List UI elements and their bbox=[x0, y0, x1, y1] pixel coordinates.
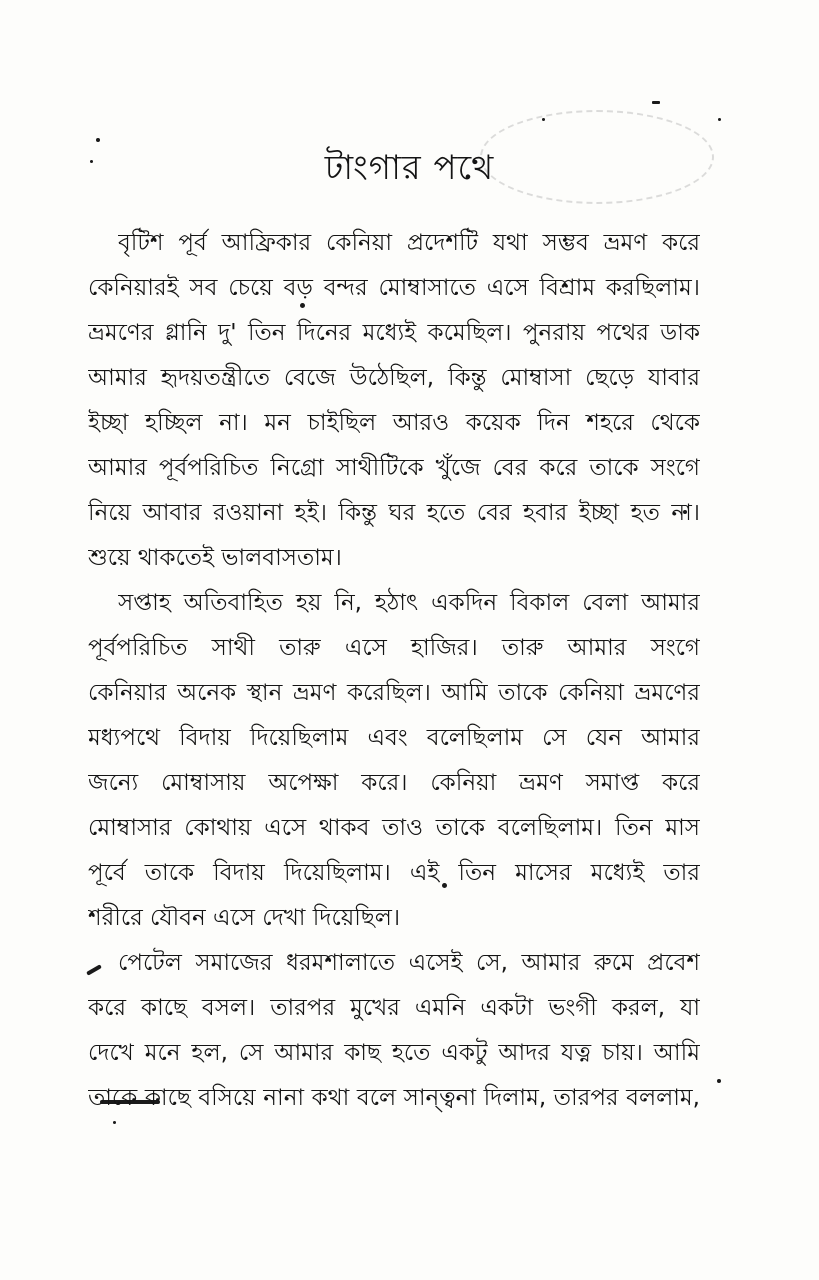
text-line: আমার হৃদয়তন্ত্রীতে বেজে উঠেছিল, কিন্তু মোম্বাসা ছেড়ে যাবার bbox=[88, 365, 700, 391]
ink-speck bbox=[717, 1079, 721, 1083]
chapter-title: টাংগার পথে bbox=[324, 148, 495, 188]
text-line: পূর্বপরিচিত সাথী তারু এসে হাজির। তারু আমার সংগে bbox=[88, 635, 700, 661]
text-line: শুয়ে থাকতেই ভালবাসতাম। bbox=[88, 545, 342, 571]
text-line: কেনিয়ারই সব চেয়ে বড় বন্দর মোম্বাসাতে এসে বিশ্রাম করছিলাম। bbox=[88, 275, 700, 301]
ink-mark bbox=[86, 964, 102, 975]
text-line: সপ্তাহ অতিবাহিত হয় নি, হঠাৎ একদিন বিকাল বেলা আমার bbox=[118, 590, 700, 616]
ink-speck bbox=[652, 101, 660, 104]
text-line: আমার পূর্বপরিচিত নিগ্রো সাথীটিকে খুঁজে বের করে তাকে সংগে bbox=[88, 455, 700, 481]
text-line: পূর্বে তাকে বিদায় দিয়েছিলাম। এই তিন মাসের মধ্যেই তার bbox=[88, 860, 700, 886]
text-line: কেনিয়ার অনেক স্থান ভ্রমণ করেছিল। আমি তাকে কেনিয়া ভ্রমণের bbox=[88, 680, 700, 706]
text-line: শরীরে যৌবন এসে দেখা দিয়েছিল। bbox=[88, 905, 401, 931]
ink-speck bbox=[718, 118, 721, 121]
text-line: দেখে মনে হল, সে আমার কাছ হতে একটু আদর যত্ন চায়। আমি bbox=[88, 1040, 700, 1066]
ink-speck bbox=[542, 118, 545, 121]
text-line: পেটেল সমাজের ধরমশালাতে এসেই সে, আমার রুমে প্রবেশ bbox=[118, 950, 700, 976]
text-line: করে কাছে বসল। তারপর মুখের এমনি একটা ভংগী করল, যা bbox=[88, 995, 700, 1021]
text-line: বৃটিশ পূর্ব আফ্রিকার কেনিয়া প্রদেশটি যথা সম্ভব ভ্রমণ করে bbox=[118, 230, 700, 256]
text-line: ভ্রমণের গ্লানি দু' তিন দিনের মধ্যেই কমেছিল। পুনরায় পথের ডাক bbox=[88, 320, 700, 346]
text-line: মোম্বাসার কোথায় এসে থাকব তাও তাকে বলেছিলাম। তিন মাস bbox=[88, 815, 700, 841]
text-line: জন্যে মোম্বাসায় অপেক্ষা করে। কেনিয়া ভ্রমণ সমাপ্ত করে bbox=[88, 770, 700, 796]
text-line: মধ্যপথে বিদায় দিয়েছিলাম এবং বলেছিলাম সে যেন আমার bbox=[88, 725, 700, 751]
ink-speck bbox=[96, 138, 100, 142]
text-line: তাকে কাছে বসিয়ে নানা কথা বলে সান্ত্বনা দিলাম, তারপর বললাম, bbox=[88, 1085, 700, 1111]
text-line: ইচ্ছা হচ্ছিল না। মন চাইছিল আরও কয়েক দিন শহরে থেকে bbox=[88, 410, 700, 436]
text-line: নিয়ে আবার রওয়ানা হই। কিন্তু ঘর হতে বের হবার ইচ্ছা হত না। bbox=[88, 500, 700, 526]
